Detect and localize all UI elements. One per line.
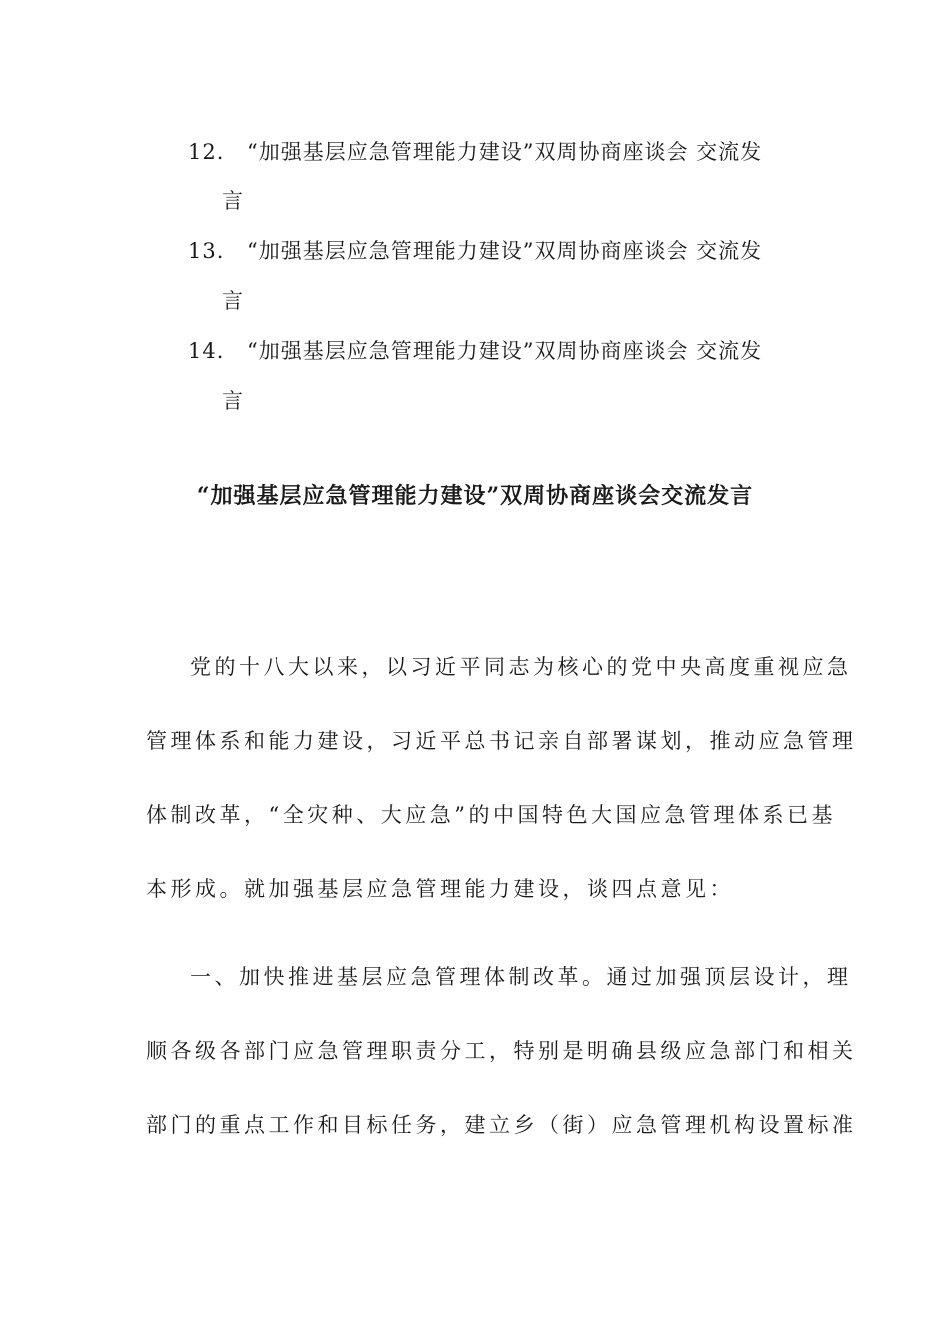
body-line: 顺各级各部门应急管理职责分工，特别是明确县级应急部门和相关 [146,1039,857,1063]
toc-number: 14. [188,339,225,363]
body-line: 体制改革，“全灾种、大应急”的中国特色大国应急管理体系已基 [146,803,836,827]
body-line: 一、加快推进基层应急管理体制改革。通过加强顶层设计，理 [190,965,852,989]
toc-title: “加强基层应急管理能力建设”双周协商座谈会 交流发 [247,239,763,263]
body-line: 本形成。就加强基层应急管理能力建设，谈四点意见： [146,877,734,901]
toc-title: “加强基层应急管理能力建设”双周协商座谈会 交流发 [247,140,763,164]
document-title: “加强基层应急管理能力建设”双周协商座谈会交流发言 [196,483,754,509]
body-line: 管理体系和能力建设，习近平总书记亲自部署谋划，推动应急管理 [146,729,857,753]
toc-number: 13. [188,239,225,263]
toc-title-continuation: 言 [222,189,243,213]
toc-title: “加强基层应急管理能力建设”双周协商座谈会 交流发 [247,339,763,363]
toc-title-continuation: 言 [222,289,243,313]
body-line: 党的十八大以来，以习近平同志为核心的党中央高度重视应急 [190,655,852,679]
body-line: 部门的重点工作和目标任务，建立乡（街）应急管理机构设置标准 [146,1113,857,1137]
toc-title-continuation: 言 [222,389,243,413]
toc-number: 12. [188,140,225,164]
